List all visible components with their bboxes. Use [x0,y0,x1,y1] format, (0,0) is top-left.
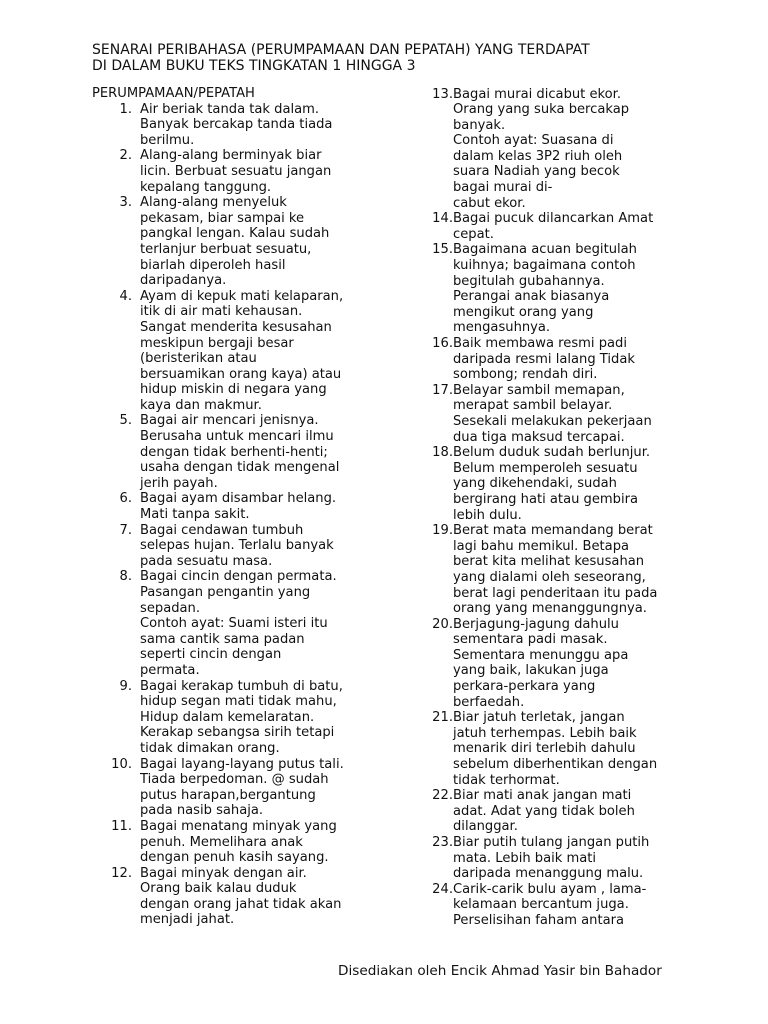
item-text: Carik-carik bulu ayam , lama- kelamaan bercantum juga. Perselisihan faham antara [453,881,647,928]
item-number: 14. [432,211,453,227]
list-item [428,523,688,617]
item-text: Bagai minyak dengan air. Orang baik kalau duduk dengan orang jahat tidak akan menjadi jahat. [140,865,342,928]
item-text: Bagai pucuk dilancarkan Amat cepat. [453,211,654,242]
list-item [428,211,688,242]
item-number: 21. [432,710,453,726]
list-item [92,148,372,195]
item-number: 2. [119,148,132,164]
author-credit: Disediakan oleh Encik Ahmad Yasir bin Bahador [338,963,662,979]
item-text: Baik membawa resmi padi daripada resmi lalang Tidak sombong; rendah diri. [453,336,635,383]
list-item [428,445,688,523]
list-item [92,866,372,928]
item-text: Bagaimana acuan begitulah kuihnya; bagaimana contoh begitulah gubahannya. Perangai anak biasanya mengikut orang yang mengasuhnya. [453,242,637,336]
item-text: Air beriak tanda tak dalam. Banyak bercakap tanda tiada berilmu. [140,101,333,148]
list-item [92,289,372,414]
item-text: Belum duduk sudah berlunjur. Belum memperoleh sesuatu yang dikehendaki, sudah bergirang hati atau gembira lebih dulu. [453,445,651,523]
section-heading: PERUMPAMAAN/PEPATAH [92,86,255,101]
item-number: 11. [111,818,132,834]
list-item [428,710,688,788]
item-number: 13. [432,86,453,102]
left-column [92,86,372,928]
item-text: Biar mati anak jangan mati adat. Adat yang tidak boleh dilanggar. [453,788,635,835]
list-item [428,242,688,336]
list-item [92,102,372,149]
list-item [92,523,372,570]
item-number: 19. [432,523,453,539]
proverb-list-right [428,87,688,929]
proverb-list-left [92,102,372,928]
item-text: Ayam di kepuk mati kelaparan, itik di air mati kehausan. Sangat menderita kesusahan meskipun bergaji besar (beristerikan atau bersuamikan orang kaya) atau hidup miskin di negara yang kaya dan makmur. [140,288,344,413]
item-number: 10. [111,756,132,772]
list-item [92,195,372,289]
item-text: Berat mata memandang berat lagi bahu memikul. Betapa berat kita melihat kesusahan yang dialami oleh seseorang, berat lagi penderitaan itu pada orang yang menanggungnya. [453,523,658,617]
list-item [92,757,372,819]
item-number: 3. [119,195,132,211]
list-item [428,336,688,383]
item-number: 8. [119,569,132,585]
item-text: Berjagung-jagung dahulu sementara padi masak. Sementara menunggu apa yang baik, lakukan juga perkara-perkara yang berfaedah. [453,616,629,710]
item-number: 5. [119,413,132,429]
item-text: Bagai ayam disambar helang. Mati tanpa sakit. [140,491,337,523]
list-item [428,617,688,711]
item-text: Bagai menatang minyak yang penuh. Memelihara anak dengan penuh kasih sayang. [140,818,337,866]
item-number: 6. [119,491,132,507]
item-number: 15. [432,242,453,258]
item-text: Bagai kerakap tumbuh di batu, hidup segan mati tidak mahu, Hidup dalam kemelaratan. Kerakap sebangsa sirih tetapi tidak dimakan orang. [140,678,343,756]
item-number: 16. [432,336,453,351]
item-number: 20. [432,616,453,632]
list-item [428,835,688,882]
list-item [92,569,372,678]
item-number: 4. [119,288,132,304]
item-text: Biar putih tulang jangan putih mata. Lebih baik mati daripada menanggung malu. [453,835,650,882]
right-column [428,87,688,929]
item-number: 12. [111,865,132,881]
item-number: 24. [432,881,453,897]
item-text: Bagai murai dicabut ekor. Orang yang suka bercakap banyak. Contoh ayat: Suasana di dalam kelas 3P2 riuh oleh suara Nadiah yang becok bagai murai di- cabut ekor. [453,86,630,211]
item-text: Bagai cendawan tumbuh selepas hujan. Terlalu banyak pada sesuatu masa. [140,522,334,569]
item-number: 1. [119,101,132,117]
list-item [92,679,372,757]
item-number: 22. [432,788,453,804]
item-text: Alang-alang menyeluk pekasam, biar sampai ke pangkal lengan. Kalau sudah terlanjur berbuat sesuatu, biarlah diperoleh hasil daripadanya. [140,195,330,289]
item-text: Bagai air mencari jenisnya. Berusaha untuk mencari ilmu dengan tidak berhenti-henti; usaha dengan tidak mengenal jerih payah. [140,413,340,491]
item-text: Alang-alang berminyak biar licin. Berbuat sesuatu jangan kepalang tanggung. [140,148,332,195]
item-text: Belayar sambil memapan, merapat sambil belayar. Sesekali melakukan pekerjaan dua tiga maksud tercapai. [453,382,652,445]
item-number: 23. [432,835,453,850]
list-item [428,788,688,835]
item-number: 18. [432,445,453,461]
document-title: SENARAI PERIBAHASA (PERUMPAMAAN DAN PEPATAH) YANG TERDAPAT DI DALAM BUKU TEKS TINGKATAN 1 HINGGA 3 [92,42,590,74]
list-item [92,413,372,491]
list-item [428,87,688,212]
item-text: Biar jatuh terletak, jangan jatuh terhempas. Lebih baik menarik diri terlebih dahulu sebelum diberhentikan dengan tidak terhormat. [453,710,658,788]
list-item [92,491,372,522]
item-text: Bagai layang-layang putus tali. Tiada berpedoman. @ sudah putus harapan,bergantung pada nasib sahaja. [140,756,344,819]
list-item [428,383,688,445]
item-text: Bagai cincin dengan permata. Pasangan pengantin yang sepadan. Contoh ayat: Suami isteri itu sama cantik sama padan seperti cincin dengan permata. [140,569,337,678]
list-item [428,882,688,929]
item-number: 17. [432,382,453,398]
item-number: 7. [119,522,132,538]
list-item [92,819,372,866]
item-number: 9. [119,678,132,694]
